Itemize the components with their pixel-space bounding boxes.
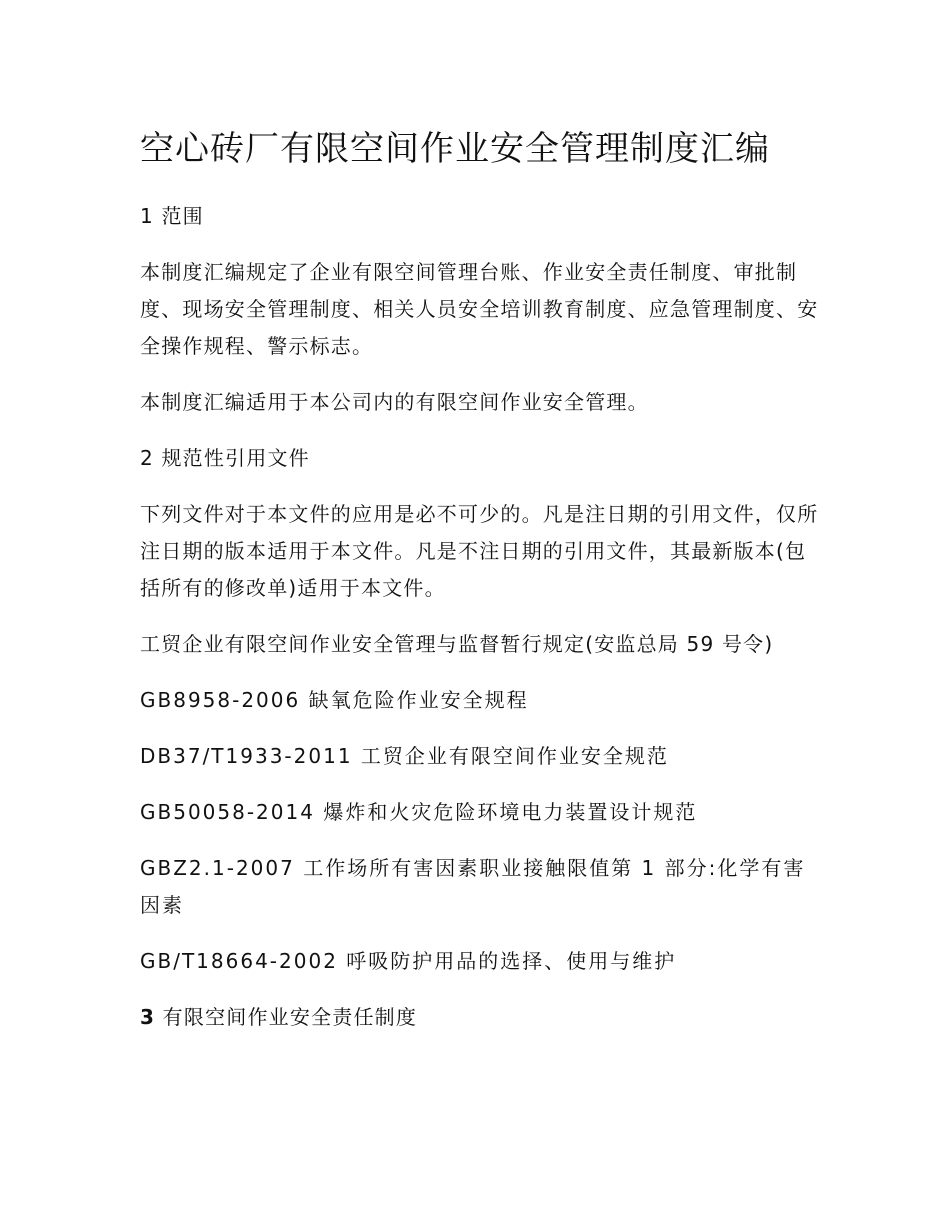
reference-item: DB37/T1933-2011 工贸企业有限空间作业安全规范 — [140, 744, 669, 768]
scope-paragraph-2: 本制度汇编适用于本公司内的有限空间作业安全管理。 — [140, 390, 649, 414]
section-heading-text: 有限空间作业安全责任制度 — [155, 1005, 418, 1029]
scope-paragraph-1: 本制度汇编规定了企业有限空间管理台账、作业安全责任制度、审批制度、现场安全管理制度、相关人员安全培训教育制度、应急管理制度、安全操作规程、警示标志。 — [140, 260, 819, 358]
section-number: 3 — [140, 1005, 156, 1029]
references-paragraph: 下列文件对于本文件的应用是必不可少的。凡是注日期的引用文件，仅所注日期的版本适用于本文件。凡是不注日期的引用文件，其最新版本(包括所有的修改单)适用于本文件。 — [140, 502, 819, 600]
reference-item: 工贸企业有限空间作业安全管理与监督暂行规定(安监总局 59 号令) — [140, 632, 774, 656]
reference-item: GB8958-2006 缺氧危险作业安全规程 — [140, 688, 529, 712]
reference-item: GB50058-2014 爆炸和火灾危险环境电力装置设计规范 — [140, 800, 698, 824]
section-heading-responsibility — [140, 999, 820, 1036]
document-body — [140, 122, 820, 1055]
section-heading-references: 2 规范性引用文件 — [140, 446, 310, 470]
section-heading-scope: 1 范围 — [140, 204, 204, 228]
reference-item: GB/T18664-2002 呼吸防护用品的选择、使用与维护 — [140, 949, 677, 973]
document-title: 空心砖厂有限空间作业安全管理制度汇编 — [140, 129, 770, 169]
reference-item: GBZ2.1-2007 工作场所有害因素职业接触限值第 1 部分:化学有害因素 — [140, 856, 806, 917]
